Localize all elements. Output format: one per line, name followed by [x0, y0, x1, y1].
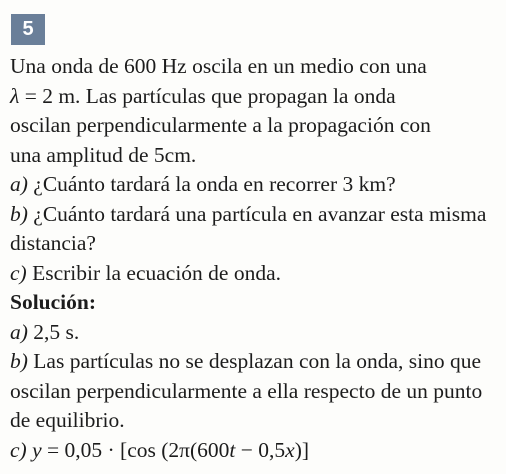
question-a-label: a): [10, 172, 28, 196]
question-c-text: Escribir la ecuación de onda.: [26, 260, 282, 285]
question-a: [10, 170, 500, 200]
answer-c-y: y: [32, 437, 42, 462]
answer-a-text: 2,5 s.: [27, 319, 80, 344]
answer-c-label: c): [10, 437, 27, 462]
statement-line-3: oscilan perpendicularmente a la propagación con: [10, 113, 431, 137]
problem-content: [10, 52, 500, 465]
statement-line-2: [10, 82, 500, 112]
answer-c-part1: = 0,05 · [cos (2π(600: [41, 437, 230, 462]
question-c: [10, 259, 500, 289]
answer-a: [10, 318, 500, 348]
answer-c-x: x: [285, 437, 295, 462]
problem-number: 5: [22, 18, 34, 40]
answer-b-text: Las partículas no se desplazan con la onda, sino que oscilan perpendicularmente a ella respecto de un punto de equilibrio.: [10, 349, 483, 432]
question-c-label: c): [10, 260, 27, 285]
solution-heading: Solución:: [10, 290, 97, 314]
question-b-text: ¿Cuánto tardará una partícula en avanzar esta misma distancia?: [10, 201, 487, 255]
question-b-label: b): [10, 201, 28, 226]
answer-a-label: a): [10, 319, 28, 344]
statement-line-1: Una onda de 600 Hz oscila en un medio con una: [10, 54, 427, 78]
answer-c-part3: )]: [294, 437, 310, 462]
question-a-text: ¿Cuánto tardará la onda en recorrer 3 km?: [27, 172, 396, 196]
lambda-symbol: λ: [10, 83, 20, 108]
answer-c-t: t: [229, 437, 236, 462]
question-b: [10, 200, 500, 259]
statement-line-2-text: = 2 m. Las partículas que propagan la onda: [19, 83, 396, 108]
answer-c: [10, 436, 500, 466]
answer-b: [10, 347, 500, 436]
problem-number-badge: [11, 14, 45, 45]
answer-b-label: b): [10, 349, 28, 373]
statement-line-4: una amplitud de 5cm.: [10, 142, 197, 167]
answer-c-part2: − 0,5: [235, 437, 286, 462]
